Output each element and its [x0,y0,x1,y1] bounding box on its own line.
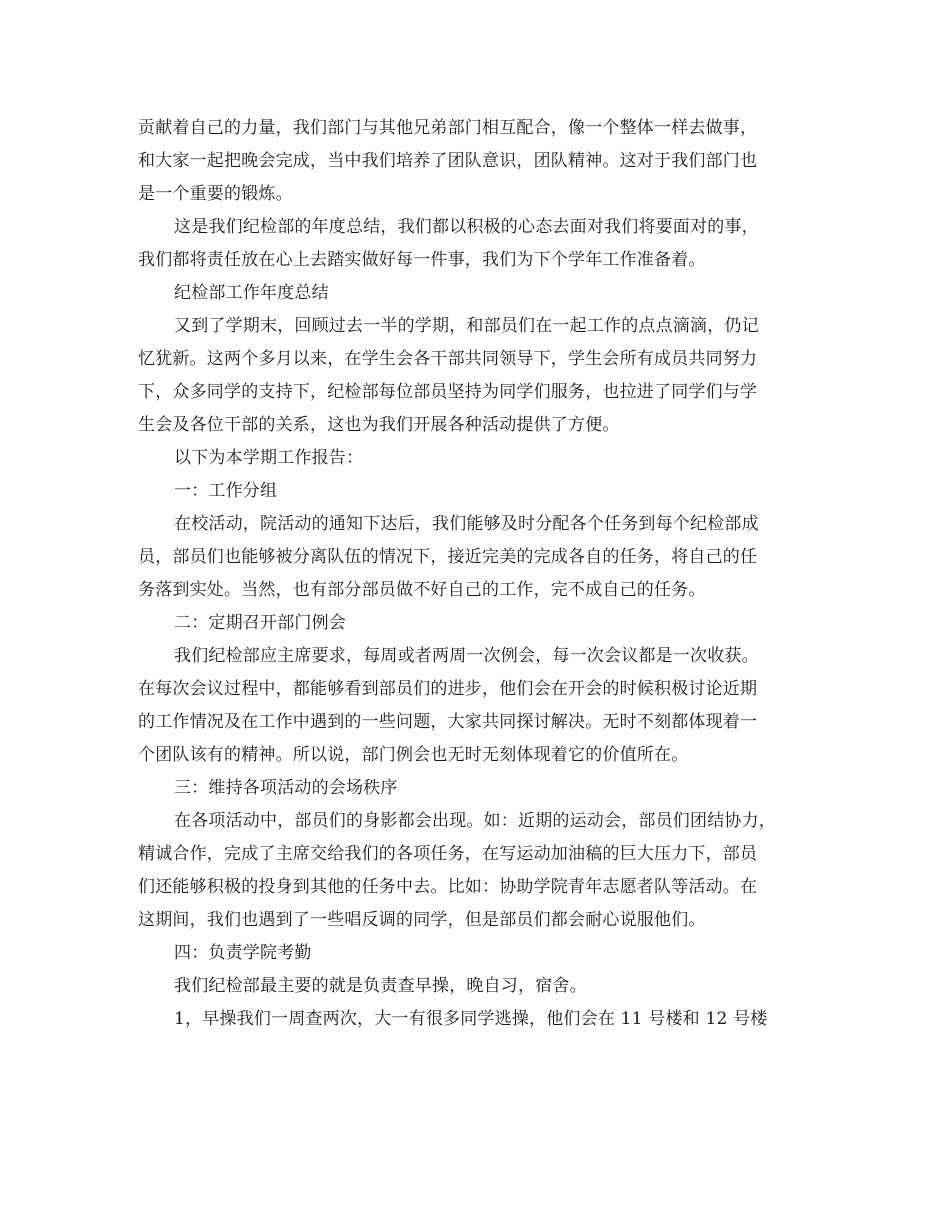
text-line: 的工作情况及在工作中遇到的一些问题，大家共同探讨解决。无时不刻都体现着一 [138,712,758,732]
document-body [138,112,818,1036]
text-line: 下，众多同学的支持下，纪检部每位部员坚持为同学们服务，也拉进了同学们与学 [138,382,758,402]
text-line: 三：维持各项活动的会场秩序 [174,778,398,798]
text-line: 精诚合作，完成了主席交给我们的各项任务，在写运动加油稿的巨大压力下，部员 [138,844,758,864]
text-line: 我们纪检部最主要的就是负责查早操，晚自习，宿舍。 [174,976,587,996]
text-line: 以下为本学期工作报告： [174,448,364,468]
text-line: 忆犹新。这两个多月以来，在学生会各干部共同领导下，学生会所有成员共同努力 [138,349,758,369]
text-line: 个团队该有的精神。所以说，部门例会也无时无刻体现着它的价值所在。 [138,745,689,765]
text-line: 我们都将责任放在心上去踏实做好每一件事，我们为下个学年工作准备着。 [138,250,706,270]
text-line: 在各项活动中，部员们的身影都会出现。如：近期的运动会，部员们团结协力， [174,811,776,831]
text-line: 是一个重要的锻炼。 [138,184,293,204]
text-line: 生会及各位干部的关系，这也为我们开展各种活动提供了方便。 [138,415,620,435]
text-line: 员，部员们也能够被分离队伍的情况下，接近完美的完成各自的任务，将自己的任 [138,547,758,567]
text-line: 纪检部工作年度总结 [174,283,329,303]
text-line: 我们纪检部应主席要求，每周或者两周一次例会，每一次会议都是一次收获。 [174,646,759,666]
text-line: 在校活动，院活动的通知下达后，我们能够及时分配各个任务到每个纪检部成 [174,514,759,534]
text-line: 务落到实处。当然，也有部分部员做不好自己的工作，完不成自己的任务。 [138,580,706,600]
text-line: 又到了学期末，回顾过去一半的学期，和部员们在一起工作的点点滴滴，仍记 [174,316,759,336]
text-line: 贡献着自己的力量，我们部门与其他兄弟部门相互配合，像一个整体一样去做事， [138,118,758,138]
text-line: 这期间，我们也遇到了一些唱反调的同学，但是部员们都会耐心说服他们。 [138,910,706,930]
text-line: 和大家一起把晚会完成，当中我们培养了团队意识，团队精神。这对于我们部门也 [138,151,758,171]
text-line: 在每次会议过程中，都能够看到部员们的进步，他们会在开会的时候积极讨论近期 [138,679,758,699]
text-line: 1，早操我们一周查两次，大一有很多同学逃操，他们会在 11 号楼和 12 号楼 [174,1009,768,1029]
text-line: 们还能够积极的投身到其他的任务中去。比如：协助学院青年志愿者队等活动。在 [138,877,758,897]
text-line: 二：定期召开部门例会 [174,613,346,633]
text-line: 一：工作分组 [174,481,278,501]
text-line: 四：负责学院考勤 [174,943,312,963]
text-line: 这是我们纪检部的年度总结，我们都以积极的心态去面对我们将要面对的事， [174,217,759,237]
